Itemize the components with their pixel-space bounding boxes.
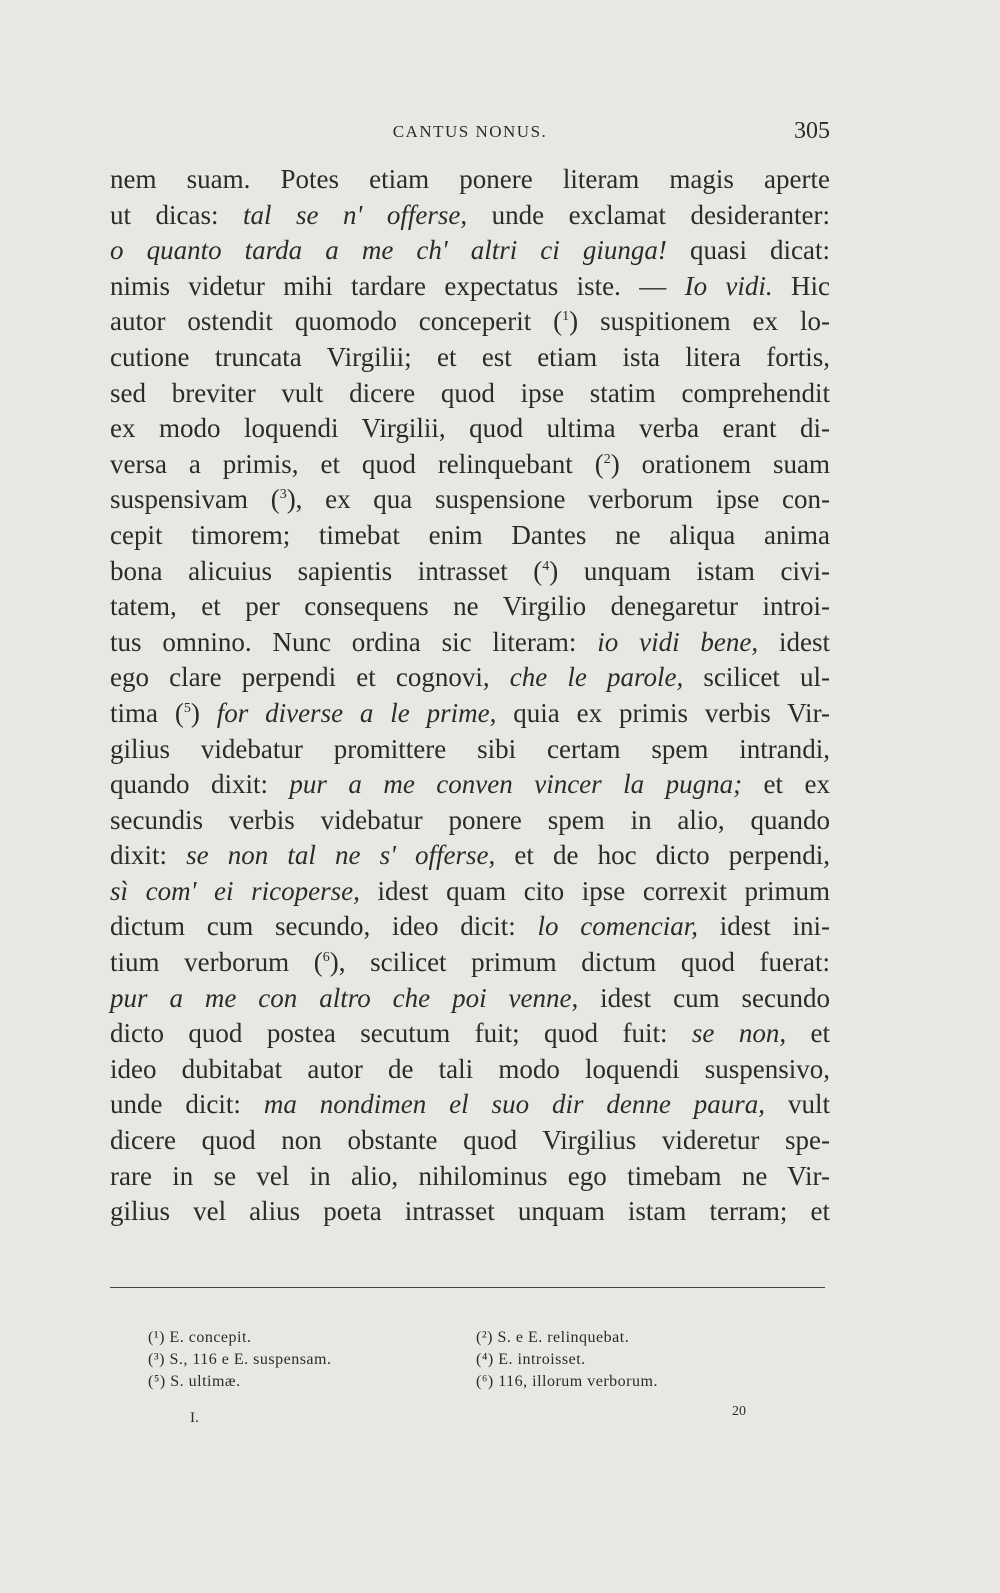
italic-quote: se non, — [691, 1018, 787, 1049]
text-segment: dixit: — [110, 840, 187, 871]
footnote-4: (⁴) E. introisset. — [476, 1351, 586, 1368]
text-segment: idest — [758, 626, 830, 657]
italic-quote: se non tal ne s' offerse, — [186, 840, 496, 871]
footnotes-left-column — [148, 1327, 331, 1393]
text-line — [110, 1016, 830, 1052]
text-segment: tium verborum ( — [110, 947, 323, 978]
text-segment: nimis videtur mihi tardare expectatus iste. — — [110, 270, 685, 301]
text-segment: ut dicas: — [110, 199, 244, 230]
running-head — [110, 118, 830, 148]
italic-quote: io vidi bene, — [597, 626, 759, 657]
text-segment: ideo dubitabat autor de tali modo loquendi suspensivo, — [110, 1053, 830, 1084]
text-segment: idest cum secundo — [578, 982, 830, 1013]
italic-quote: Io vidi. — [684, 270, 773, 301]
text-line — [110, 767, 830, 803]
footnote-6: (⁶) 116, illorum verborum. — [476, 1373, 658, 1390]
text-segment: cepit timorem; timebat enim Dantes ne aliqua anima — [110, 519, 830, 550]
text-segment: idest ini- — [697, 911, 830, 942]
footnotes-right-column — [476, 1327, 658, 1393]
text-segment: vult — [765, 1089, 830, 1120]
text-segment: scilicet ul- — [683, 662, 830, 693]
text-line — [110, 838, 830, 874]
footnote-3: (³) S., 116 e E. suspensam. — [148, 1351, 332, 1368]
text-line — [110, 696, 830, 732]
text-segment: ) unquam istam civi- — [549, 555, 830, 586]
text-line — [110, 233, 830, 269]
text-line — [110, 1159, 830, 1195]
text-line — [110, 732, 830, 768]
text-segment: ) suspitionem ex lo- — [569, 306, 830, 337]
text-segment: rare in se vel in alio, nihilominus ego timebam ne Vir- — [110, 1160, 830, 1191]
text-line — [110, 1194, 830, 1230]
italic-quote: tal se n' offerse, — [243, 199, 468, 230]
text-line — [110, 198, 830, 234]
footnote-reference: 2 — [603, 451, 611, 467]
text-segment: gilius videbatur promittere sibi certam spem intrandi, — [110, 733, 830, 764]
text-segment: et — [786, 1018, 830, 1049]
text-line — [110, 589, 830, 625]
text-segment: unde dicit: — [110, 1089, 264, 1120]
page-number: 305 — [794, 118, 830, 144]
text-segment: idest quam cito ipse correxit primum — [359, 875, 830, 906]
footnote-reference: 6 — [322, 950, 330, 966]
italic-quote: sì com' ei ricoperse, — [110, 875, 360, 906]
text-line — [110, 1123, 830, 1159]
text-line — [110, 162, 830, 198]
text-segment: dicto quod postea secutum fuit; quod fuit: — [110, 1018, 692, 1049]
footnote-reference: 1 — [562, 309, 570, 325]
text-segment: Hic — [772, 270, 831, 301]
footnote-divider — [110, 1287, 825, 1288]
text-line — [110, 945, 830, 981]
text-line — [110, 411, 830, 447]
italic-quote: pur a me conven vincer la pugna; — [289, 769, 743, 800]
text-line — [110, 554, 830, 590]
text-segment: et de hoc dicto perpendi, — [495, 840, 831, 871]
text-segment: ) orationem suam — [610, 448, 830, 479]
text-segment: unde exclamat desideranter: — [467, 199, 830, 230]
text-segment: sed breviter vult dicere quod ipse statim comprehendit — [110, 377, 830, 408]
italic-quote: ma nondimen el suo dir denne paura, — [263, 1089, 766, 1120]
text-segment: ex modo loquendi Virgilii, quod ultima verba erant di- — [110, 413, 830, 444]
text-line — [110, 482, 830, 518]
italic-quote: pur a me con altro che poi venne, — [110, 982, 579, 1013]
footnote-reference: 3 — [279, 487, 287, 503]
italic-quote: lo comenciar, — [537, 911, 698, 942]
text-segment: versa a primis, et quod relinquebant ( — [110, 448, 604, 479]
text-segment: tima ( — [110, 697, 184, 728]
italic-quote: o quanto tarda a me ch' altri ci giunga! — [110, 235, 667, 266]
text-line — [110, 874, 830, 910]
text-segment: ), scilicet primum dictum quod fuerat: — [329, 947, 830, 978]
text-segment: et ex — [742, 769, 830, 800]
footnote-1: (¹) E. concepit. — [148, 1329, 252, 1346]
italic-quote: che le parole, — [509, 662, 684, 693]
text-line — [110, 447, 830, 483]
text-segment: bona alicuius sapientis intrasset ( — [110, 555, 543, 586]
text-segment: tus omnino. Nunc ordina sic literam: — [110, 626, 598, 657]
text-line — [110, 803, 830, 839]
text-segment: tatem, et per consequens ne Virgilio denegaretur introi- — [110, 591, 830, 622]
text-line — [110, 518, 830, 554]
text-line — [110, 909, 830, 945]
text-segment: gilius vel alius poeta intrasset unquam istam terram; et — [110, 1196, 830, 1227]
text-line — [110, 376, 830, 412]
footnote-reference: 5 — [183, 700, 191, 716]
text-segment: quasi dicat: — [666, 235, 830, 266]
text-line — [110, 981, 830, 1017]
text-segment: suspensivam ( — [110, 484, 280, 515]
italic-quote: for diverse a le prime, — [216, 697, 497, 728]
text-segment: quando dixit: — [110, 769, 290, 800]
text-segment: cutione truncata Virgilii; et est etiam ista litera fortis, — [110, 341, 830, 372]
text-segment: autor ostendit quomodo conceperit ( — [110, 306, 563, 337]
text-line — [110, 1052, 830, 1088]
text-segment: ) — [190, 697, 217, 728]
signature-mark: I. — [190, 1410, 199, 1426]
text-line — [110, 660, 830, 696]
text-segment: quia ex primis verbis Vir- — [496, 697, 831, 728]
text-line — [110, 340, 830, 376]
sheet-number: 20 — [732, 1404, 746, 1419]
running-title: CANTUS NONUS. — [392, 122, 548, 141]
footnote-5: (⁵) S. ultimæ. — [148, 1373, 241, 1390]
text-line — [110, 1087, 830, 1123]
text-segment: dictum cum secundo, ideo dicit: — [110, 911, 538, 942]
text-line — [110, 625, 830, 661]
text-segment: dicere quod non obstante quod Virgilius videretur spe- — [110, 1125, 830, 1156]
body-text — [110, 162, 830, 1230]
text-line — [110, 304, 830, 340]
text-line — [110, 269, 830, 305]
text-segment: ), ex qua suspensione verborum ipse con- — [286, 484, 831, 515]
text-segment: nem suam. Potes etiam ponere literam magis aperte — [110, 164, 830, 194]
footnote-2: (²) S. e E. relinquebat. — [476, 1329, 630, 1346]
footnote-reference: 4 — [542, 558, 550, 574]
text-segment: ego clare perpendi et cognovi, — [110, 662, 510, 693]
text-segment: secundis verbis videbatur ponere spem in alio, quando — [110, 804, 830, 835]
